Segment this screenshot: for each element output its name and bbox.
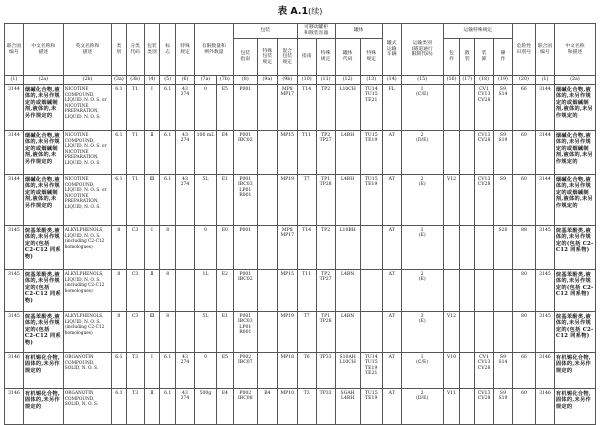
row-vehicle: AT bbox=[382, 175, 401, 226]
col-loading: 装 卸 bbox=[475, 39, 494, 76]
row-vehicle: AT bbox=[382, 353, 401, 389]
row-cn-name: 烷基苯酚类,液体的,未另作规定的(包括 C2-C12 同系物) bbox=[23, 312, 63, 353]
row-tank-special-2 bbox=[360, 226, 382, 270]
row-tank-special-2 bbox=[360, 270, 382, 312]
row-loading bbox=[475, 312, 494, 353]
row-hazard-id: 60 bbox=[512, 175, 535, 226]
row-en-name: ALKYLPHENOLS, LIQUID, N. O. S. (including C2-C12 homologues) bbox=[63, 270, 111, 312]
row-tank-code: L4BN bbox=[335, 312, 360, 353]
row-excepted-qty: E4 bbox=[216, 131, 233, 175]
row-tank-code: S10AH L10CH bbox=[335, 353, 360, 389]
row-packing-instructions: P001 bbox=[233, 226, 257, 270]
row-mixed-packing: MP19 bbox=[277, 175, 297, 226]
row-transport-category: 2 (D/E) bbox=[401, 389, 443, 425]
row-class: 6.1 bbox=[112, 175, 127, 226]
row-packages bbox=[443, 131, 460, 175]
row-class-code: T1 bbox=[126, 175, 144, 226]
row-cn-name: 烟碱化合物,液体的,未另作规定的或烟碱制剂,液体的,未另作规定的 bbox=[23, 85, 63, 131]
row-un-no: 3146 bbox=[5, 389, 24, 425]
row-un-no-2: 3144 bbox=[536, 85, 555, 131]
row-special-provisions: 43 274 bbox=[176, 353, 195, 389]
col-tank-instructions: 指南 bbox=[297, 39, 316, 76]
row-label: 6.1 bbox=[160, 389, 176, 425]
row-tank-special: TP1 TP28 bbox=[316, 312, 335, 353]
row-packages bbox=[443, 270, 460, 312]
row-bulk bbox=[460, 389, 475, 425]
row-label: 8 bbox=[160, 312, 176, 353]
col-number: (8) bbox=[233, 76, 257, 85]
row-packing-group: Ⅱ bbox=[144, 131, 160, 175]
col-number: (11) bbox=[316, 76, 335, 85]
table-row bbox=[5, 175, 596, 226]
row-un-no-2: 3144 bbox=[536, 131, 555, 175]
col-number: (1) bbox=[536, 76, 555, 85]
table-title bbox=[0, 3, 600, 17]
col-group-packaging: 包装 bbox=[233, 24, 297, 39]
table-row bbox=[5, 270, 596, 312]
row-cn-name-2: 烟碱化合物,液体的,未另作规定的或烟碱制剂,液体的,未另作规定的 bbox=[554, 175, 595, 226]
col-number: (6) bbox=[176, 76, 195, 85]
row-special-packing bbox=[257, 270, 277, 312]
row-bulk bbox=[460, 226, 475, 270]
row-special-packing bbox=[257, 85, 277, 131]
col-labels: 标 志 bbox=[160, 24, 176, 76]
col-un-no: 联合国 编号 bbox=[5, 24, 24, 76]
row-cn-name: 烟碱化合物,液体的,未另作规定的或烟碱制剂,液体的,未另作规定的 bbox=[23, 175, 63, 226]
col-group-portable-tanks: 可移动罐柜 和散装容器 bbox=[297, 24, 335, 39]
col-cn-name-2: 中文名称 和描述 bbox=[554, 24, 595, 76]
row-mixed-packing: MP15 bbox=[277, 270, 297, 312]
row-special-packing bbox=[257, 131, 277, 175]
row-packages: V12 bbox=[443, 312, 460, 353]
col-packing-instructions: 包装 指南 bbox=[233, 39, 257, 76]
row-vehicle: AT bbox=[382, 312, 401, 353]
row-label: 6.1 bbox=[160, 353, 176, 389]
row-tank-special: TP33 bbox=[316, 389, 335, 425]
row-packing-group: Ⅲ bbox=[144, 312, 160, 353]
row-packing-instructions: P001 IBC03 LP01 R001 bbox=[233, 175, 257, 226]
col-number: (3a) bbox=[112, 76, 127, 85]
row-transport-category: 1 (C/E) bbox=[401, 353, 443, 389]
row-excepted-qty: E0 bbox=[216, 226, 233, 270]
row-tank-special: TP33 bbox=[316, 353, 335, 389]
row-excepted-qty: E1 bbox=[216, 312, 233, 353]
row-un-no-2: 3145 bbox=[536, 270, 555, 312]
col-tank-special-2: 特殊 规定 bbox=[360, 39, 382, 76]
row-limited-qty: 5L bbox=[194, 312, 216, 353]
col-group-transport-special: 运输特殊规定 bbox=[443, 24, 512, 39]
col-hazard-id: 危险性 识别号 bbox=[512, 24, 535, 76]
row-label: 8 bbox=[160, 226, 176, 270]
row-tank-special: TP2 TP27 bbox=[316, 270, 335, 312]
row-class: 6.1 bbox=[112, 131, 127, 175]
row-operation: S9 bbox=[494, 175, 513, 226]
row-mixed-packing: MP10 bbox=[277, 389, 297, 425]
row-label: 6.1 bbox=[160, 175, 176, 226]
row-tank-instructions: T7 bbox=[297, 312, 316, 353]
row-class: 8 bbox=[112, 270, 127, 312]
col-packages: 包 件 bbox=[443, 39, 460, 76]
row-un-no: 3144 bbox=[5, 131, 24, 175]
row-transport-category: 2 (E) bbox=[401, 175, 443, 226]
row-limited-qty: 0 bbox=[194, 85, 216, 131]
row-special-packing bbox=[257, 175, 277, 226]
row-class: 6.1 bbox=[112, 85, 127, 131]
row-special-provisions: 43 274 bbox=[176, 389, 195, 425]
row-cn-name-2: 烷基苯酚类,液体的,未另作规定的(包括 C2-C12 同系物) bbox=[554, 226, 595, 270]
row-label: 6.1 bbox=[160, 85, 176, 131]
row-hazard-id: 60 bbox=[512, 131, 535, 175]
row-mixed-packing: MP8 MP17 bbox=[277, 226, 297, 270]
row-class-code: T3 bbox=[126, 389, 144, 425]
row-un-no-2: 3146 bbox=[536, 389, 555, 425]
row-class-code: C3 bbox=[126, 312, 144, 353]
row-special-provisions bbox=[176, 270, 195, 312]
row-excepted-qty: E1 bbox=[216, 175, 233, 226]
table-body bbox=[5, 85, 596, 425]
row-limited-qty: 500g bbox=[194, 389, 216, 425]
row-packing-group: Ⅱ bbox=[144, 389, 160, 425]
row-loading bbox=[475, 270, 494, 312]
row-tank-instructions: T11 bbox=[297, 131, 316, 175]
col-number: (10) bbox=[297, 76, 316, 85]
col-number: (5) bbox=[160, 76, 176, 85]
row-operation: S9 S14 bbox=[494, 85, 513, 131]
col-vehicle: 罐式 运输 车辆 bbox=[382, 24, 401, 76]
row-bulk bbox=[460, 270, 475, 312]
col-special-provisions: 特殊 规定 bbox=[176, 24, 195, 76]
row-packages bbox=[443, 85, 460, 131]
row-operation bbox=[494, 312, 513, 353]
row-limited-qty: 5L bbox=[194, 175, 216, 226]
row-tank-code: L10BH bbox=[335, 226, 360, 270]
col-number: (9b) bbox=[277, 76, 297, 85]
row-cn-name: 烷基苯酚类,液体的,未另作规定的(包括 C2-C12 同系物) bbox=[23, 226, 63, 270]
col-number: (2a) bbox=[23, 76, 63, 85]
col-number: (16) bbox=[443, 76, 460, 85]
table-row bbox=[5, 85, 596, 131]
row-label: 8 bbox=[160, 270, 176, 312]
col-number: (18) bbox=[475, 76, 494, 85]
row-loading: CV13 CV28 bbox=[475, 389, 494, 425]
col-en-name: 英文名称和 描述 bbox=[63, 24, 111, 76]
dangerous-goods-table bbox=[4, 23, 596, 425]
row-transport-category: 3 (E) bbox=[401, 312, 443, 353]
col-number: (7a) bbox=[194, 76, 216, 85]
row-bulk bbox=[460, 131, 475, 175]
row-class-code: T3 bbox=[126, 353, 144, 389]
col-number: (7b) bbox=[216, 76, 233, 85]
col-number: (4) bbox=[144, 76, 160, 85]
row-special-provisions: 43 274 bbox=[176, 131, 195, 175]
row-class: 6.1 bbox=[112, 353, 127, 389]
row-tank-code: SGAH L4BH bbox=[335, 389, 360, 425]
row-special-provisions bbox=[176, 312, 195, 353]
row-en-name: ALKYLPHENOLS, LIQUID, N. O. S. (including C2-C12 homologues) bbox=[63, 312, 111, 353]
col-class-code: 分类 代码 bbox=[126, 24, 144, 76]
row-en-name: ALKYLPHENOLS, LIQUID, N. O. S. (including C2-C12 homologues) bbox=[63, 226, 111, 270]
row-packing-instructions: P002 IBC07 bbox=[233, 353, 257, 389]
row-packing-instructions: P002 IBC08 bbox=[233, 389, 257, 425]
row-loading: CV13 CV28 bbox=[475, 131, 494, 175]
row-un-no: 3144 bbox=[5, 85, 24, 131]
row-operation: S9 S19 bbox=[494, 131, 513, 175]
col-un-no-2: 联合国 编号 bbox=[536, 24, 555, 76]
row-packing-group: Ⅲ bbox=[144, 175, 160, 226]
row-tank-special-2: TU15 TE19 bbox=[360, 389, 382, 425]
row-operation bbox=[494, 270, 513, 312]
row-bulk bbox=[460, 312, 475, 353]
row-excepted-qty: E4 bbox=[216, 389, 233, 425]
row-packing-instructions: P001 bbox=[233, 85, 257, 131]
row-en-name: NICOTINE COMPOUND, LIQUID, N. O. S. or NICOTINE PREPARATION, LIQUID, N. O. S. bbox=[63, 85, 111, 131]
row-cn-name-2: 烟碱化合物,液体的,未另作规定的或烟碱制剂,液体的,未另作规定的 bbox=[554, 131, 595, 175]
row-special-provisions: 43 274 bbox=[176, 175, 195, 226]
row-excepted-qty: E5 bbox=[216, 353, 233, 389]
row-packing-group: Ⅱ bbox=[144, 270, 160, 312]
row-cn-name: 烟碱化合物,液体的,未另作规定的或烟碱制剂,液体的,未另作规定的 bbox=[23, 131, 63, 175]
col-number: (15) bbox=[401, 76, 443, 85]
row-mixed-packing: MP15 bbox=[277, 131, 297, 175]
row-special-packing bbox=[257, 353, 277, 389]
row-tank-instructions: T11 bbox=[297, 270, 316, 312]
row-un-no: 3145 bbox=[5, 312, 24, 353]
row-packing-instructions: P001 IBC02 bbox=[233, 270, 257, 312]
row-vehicle: AT bbox=[382, 270, 401, 312]
row-class-code: T1 bbox=[126, 85, 144, 131]
row-hazard-id: 80 bbox=[512, 270, 535, 312]
row-packages bbox=[443, 226, 460, 270]
row-en-name: ORGANOTIN COMPOUND, SOLID, N. O. S. bbox=[63, 353, 111, 389]
row-en-name: ORGANOTIN COMPOUND, SOLID, N. O. S. bbox=[63, 389, 111, 425]
row-mixed-packing: MP8 MP17 bbox=[277, 85, 297, 131]
row-transport-category: 1 (C/E) bbox=[401, 85, 443, 131]
row-cn-name: 烷基苯酚类,液体的,未另作规定的(包括 C2-C12 同系物) bbox=[23, 270, 63, 312]
row-en-name: NICOTINE COMPOUND, LIQUID, N. O. S. or NICOTINE PREPARATION, LIQUID, N. O. S. bbox=[63, 175, 111, 226]
row-loading: CV1 CV13 CV28 bbox=[475, 85, 494, 131]
row-vehicle: AT bbox=[382, 389, 401, 425]
row-tank-special-2: TU14 TU15 TE21 bbox=[360, 85, 382, 131]
row-special-packing: B4 bbox=[257, 389, 277, 425]
row-tank-instructions: T14 bbox=[297, 226, 316, 270]
row-tank-special-2: TU15 TE19 bbox=[360, 131, 382, 175]
row-operation: S20 bbox=[494, 226, 513, 270]
row-tank-special: TP2 TP27 bbox=[316, 131, 335, 175]
row-vehicle: AT bbox=[382, 226, 401, 270]
row-tank-special: TP2 bbox=[316, 85, 335, 131]
row-tank-code: L4BH bbox=[335, 131, 360, 175]
row-un-no: 3146 bbox=[5, 353, 24, 389]
col-number: (20) bbox=[512, 76, 535, 85]
row-limited-qty: 0 bbox=[194, 353, 216, 389]
row-hazard-id: 88 bbox=[512, 226, 535, 270]
row-cn-name-2: 有机锡化合物,固体的,未另作规定的 bbox=[554, 389, 595, 425]
row-special-provisions: 43 274 bbox=[176, 85, 195, 131]
row-transport-category: 1 (E) bbox=[401, 226, 443, 270]
row-tank-special-2: TU14 TU15 TE19 TE21 bbox=[360, 353, 382, 389]
row-un-no: 3144 bbox=[5, 175, 24, 226]
row-label: 6.1 bbox=[160, 131, 176, 175]
row-un-no-2: 3145 bbox=[536, 312, 555, 353]
row-cn-name-2: 烷基苯酚类,液体的,未另作规定的(包括 C2-C12 同系物) bbox=[554, 270, 595, 312]
row-excepted-qty: E2 bbox=[216, 270, 233, 312]
col-limited-excepted: 有限数量和 例外数量 bbox=[194, 24, 233, 76]
row-loading: CV13 CV28 bbox=[475, 175, 494, 226]
row-un-no: 3145 bbox=[5, 226, 24, 270]
row-tank-code: L10CH bbox=[335, 85, 360, 131]
row-excepted-qty: E5 bbox=[216, 85, 233, 131]
row-limited-qty: 100 mL bbox=[194, 131, 216, 175]
table-title-suffix: (续) bbox=[308, 7, 323, 16]
row-packing-group: Ⅰ bbox=[144, 85, 160, 131]
col-number: (2b) bbox=[63, 76, 111, 85]
table-row bbox=[5, 226, 596, 270]
row-class-code: C3 bbox=[126, 226, 144, 270]
col-packing-group: 包装 类别 bbox=[144, 24, 160, 76]
row-un-no: 3145 bbox=[5, 270, 24, 312]
table-row bbox=[5, 131, 596, 175]
row-packages: V10 bbox=[443, 353, 460, 389]
row-mixed-packing: MP18 bbox=[277, 353, 297, 389]
row-tank-instructions: T3 bbox=[297, 389, 316, 425]
row-packing-group: Ⅰ bbox=[144, 226, 160, 270]
row-class: 8 bbox=[112, 312, 127, 353]
table-row bbox=[5, 353, 596, 389]
col-number: (14) bbox=[382, 76, 401, 85]
row-class: 8 bbox=[112, 226, 127, 270]
row-hazard-id: 66 bbox=[512, 353, 535, 389]
row-bulk bbox=[460, 175, 475, 226]
row-tank-instructions: T7 bbox=[297, 175, 316, 226]
row-limited-qty: 1L bbox=[194, 270, 216, 312]
table-row bbox=[5, 312, 596, 353]
col-number: (19) bbox=[494, 76, 513, 85]
row-tank-special-2 bbox=[360, 312, 382, 353]
row-packing-group: Ⅰ bbox=[144, 353, 160, 389]
row-tank-special: TP2 bbox=[316, 226, 335, 270]
row-cn-name-2: 烷基苯酚类,液体的,未另作规定的(包括 C2-C12 同系物) bbox=[554, 312, 595, 353]
row-packages: V11 bbox=[443, 389, 460, 425]
col-number: (17) bbox=[460, 76, 475, 85]
row-bulk bbox=[460, 85, 475, 131]
row-operation: S9 S19 bbox=[494, 389, 513, 425]
col-class: 类 别 bbox=[112, 24, 127, 76]
col-special-packing: 特殊 包装 规定 bbox=[257, 39, 277, 76]
row-tank-instructions: T6 bbox=[297, 353, 316, 389]
row-en-name: NICOTINE COMPOUND, LIQUID, N. O. S. or NICOTINE PREPARATION, LIQUID, N. O. S. bbox=[63, 131, 111, 175]
table-row bbox=[5, 389, 596, 425]
row-cn-name: 有机锡化合物,固体的,未另作规定的 bbox=[23, 353, 63, 389]
row-un-no-2: 3145 bbox=[536, 226, 555, 270]
col-operation: 操 作 bbox=[494, 39, 513, 76]
row-loading bbox=[475, 226, 494, 270]
row-class-code: C3 bbox=[126, 270, 144, 312]
table-header bbox=[5, 24, 596, 85]
row-special-packing bbox=[257, 312, 277, 353]
row-tank-code: L4BN bbox=[335, 270, 360, 312]
col-number: (13) bbox=[360, 76, 382, 85]
col-bulk: 散 装 bbox=[460, 39, 475, 76]
row-loading: CV1 CV13 CV28 bbox=[475, 353, 494, 389]
col-number: (12) bbox=[335, 76, 360, 85]
col-number: (3b) bbox=[126, 76, 144, 85]
row-hazard-id: 60 bbox=[512, 389, 535, 425]
row-packing-instructions: P001 IBC03 LP01 R001 bbox=[233, 312, 257, 353]
col-number: (2a) bbox=[554, 76, 595, 85]
col-number: (9a) bbox=[257, 76, 277, 85]
table-title-main: 表 A.1 bbox=[277, 6, 309, 17]
row-mixed-packing: MP19 bbox=[277, 312, 297, 353]
row-cn-name-2: 烟碱化合物,液体的,未另作规定的或烟碱制剂,液体的,未另作规定的 bbox=[554, 85, 595, 131]
col-transport-category: 运输类别 (隧道通行 限制代码) bbox=[401, 24, 443, 76]
row-hazard-id: 66 bbox=[512, 85, 535, 131]
row-limited-qty: 0 bbox=[194, 226, 216, 270]
row-tank-instructions: T14 bbox=[297, 85, 316, 131]
col-tank-special: 特殊 规定 bbox=[316, 39, 335, 76]
row-operation: S9 S14 bbox=[494, 353, 513, 389]
row-special-provisions bbox=[176, 226, 195, 270]
row-special-packing bbox=[257, 226, 277, 270]
row-vehicle: AT bbox=[382, 131, 401, 175]
col-number: (1) bbox=[5, 76, 24, 85]
row-un-no-2: 3144 bbox=[536, 175, 555, 226]
row-tank-special: TP1 TP28 bbox=[316, 175, 335, 226]
row-class-code: T1 bbox=[126, 131, 144, 175]
row-class: 6.1 bbox=[112, 389, 127, 425]
row-cn-name: 有机锡化合物,固体的,未另作规定的 bbox=[23, 389, 63, 425]
col-group-tanks: 罐体 bbox=[335, 24, 382, 39]
row-bulk bbox=[460, 353, 475, 389]
row-vehicle: FL bbox=[382, 85, 401, 131]
col-tank-code: 罐体 代码 bbox=[335, 39, 360, 76]
row-hazard-id: 80 bbox=[512, 312, 535, 353]
row-transport-category: 2 (D/E) bbox=[401, 131, 443, 175]
row-transport-category: 2 (E) bbox=[401, 270, 443, 312]
row-tank-special-2: TU15 TE19 bbox=[360, 175, 382, 226]
col-mixed-packing: 混合 包装 规定 bbox=[277, 39, 297, 76]
col-cn-name: 中文名称和 描述 bbox=[23, 24, 63, 76]
row-un-no-2: 3146 bbox=[536, 353, 555, 389]
row-packing-instructions: P001 IBC02 bbox=[233, 131, 257, 175]
row-tank-code: L4BH bbox=[335, 175, 360, 226]
column-number-row bbox=[5, 76, 596, 85]
row-cn-name-2: 有机锡化合物,固体的,未另作规定的 bbox=[554, 353, 595, 389]
row-packages: V12 bbox=[443, 175, 460, 226]
